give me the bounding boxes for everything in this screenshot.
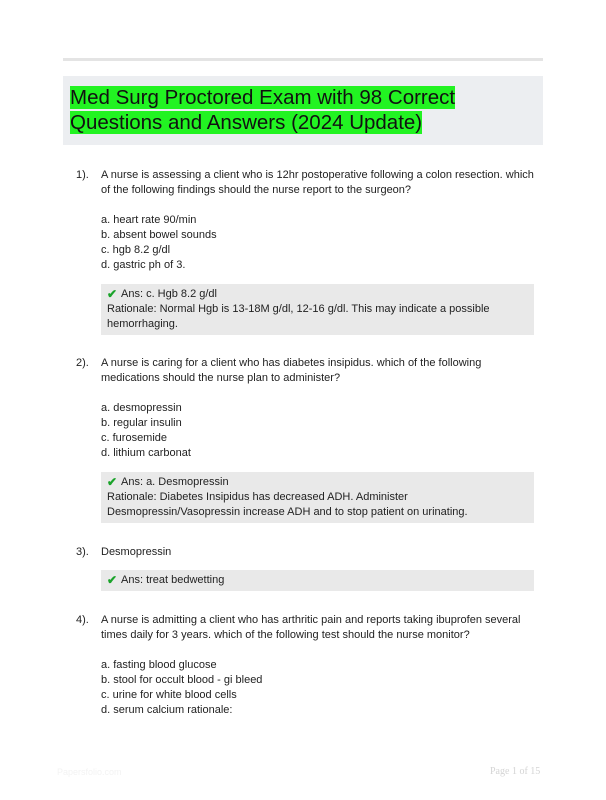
answer-text: Ans: c. Hgb 8.2 g/dl [121,288,217,300]
answer-box [101,284,534,335]
option-a: a. fasting blood glucose [101,659,217,671]
footer-watermark: Papersfolio.com [57,767,122,777]
question-number: 3). [76,546,89,558]
top-divider [63,58,543,61]
question-number: 1). [76,169,89,181]
question-text: A nurse is admitting a client who has arthritic pain and reports taking ibuprofen several times daily for 3 years. which of the following test should the nurse monitor? [101,614,521,641]
question-text: A nurse is assessing a client who is 12hr postoperative following a colon resection. which of the following findings should the nurse report to the surgeon? [101,169,534,196]
answer-box [101,472,534,523]
option-d: d. lithium carbonat [101,447,191,459]
check-icon: ✔ [107,573,118,587]
question-text: Desmopressin [101,546,172,558]
option-b: b. regular insulin [101,417,182,429]
option-d: d. serum calcium rationale: [101,704,233,716]
option-list [101,658,262,718]
page-number: Page 1 of 15 [490,766,541,777]
answer-text: Ans: treat bedwetting [121,574,225,586]
question-number: 4). [76,614,89,626]
rationale-text: Rationale: Normal Hgb is 13-18M g/dl, 12-16 g/dl. This may indicate a possible hemorrhaging. [107,303,490,330]
option-a: a. desmopressin [101,402,182,414]
question-number: 2). [76,357,89,369]
option-list [101,213,217,273]
option-c: c. urine for white blood cells [101,689,237,701]
title-line-1: Med Surg Proctored Exam with 98 Correct [70,86,456,109]
option-list [101,401,191,461]
rationale-text: Rationale: Diabetes Insipidus has decreased ADH. Administer Desmopressin/Vasopressin increase ADH and to stop patient on urinating. [107,491,468,518]
title-line-2: Questions and Answers (2024 Update) [70,111,423,134]
option-b: b. stool for occult blood - gi bleed [101,674,263,686]
document-title [70,85,455,135]
check-icon: ✔ [107,475,118,489]
answer-box [101,570,534,591]
option-b: b. absent bowel sounds [101,229,217,241]
answer-text: Ans: a. Desmopressin [121,476,229,488]
option-c: c. hgb 8.2 g/dl [101,244,171,256]
check-icon: ✔ [107,287,118,301]
option-a: a. heart rate 90/min [101,214,197,226]
option-c: c. furosemide [101,432,168,444]
option-d: d. gastric ph of 3. [101,259,186,271]
question-text: A nurse is caring for a client who has diabetes insipidus. which of the following medications should the nurse plan to administer? [101,357,482,384]
